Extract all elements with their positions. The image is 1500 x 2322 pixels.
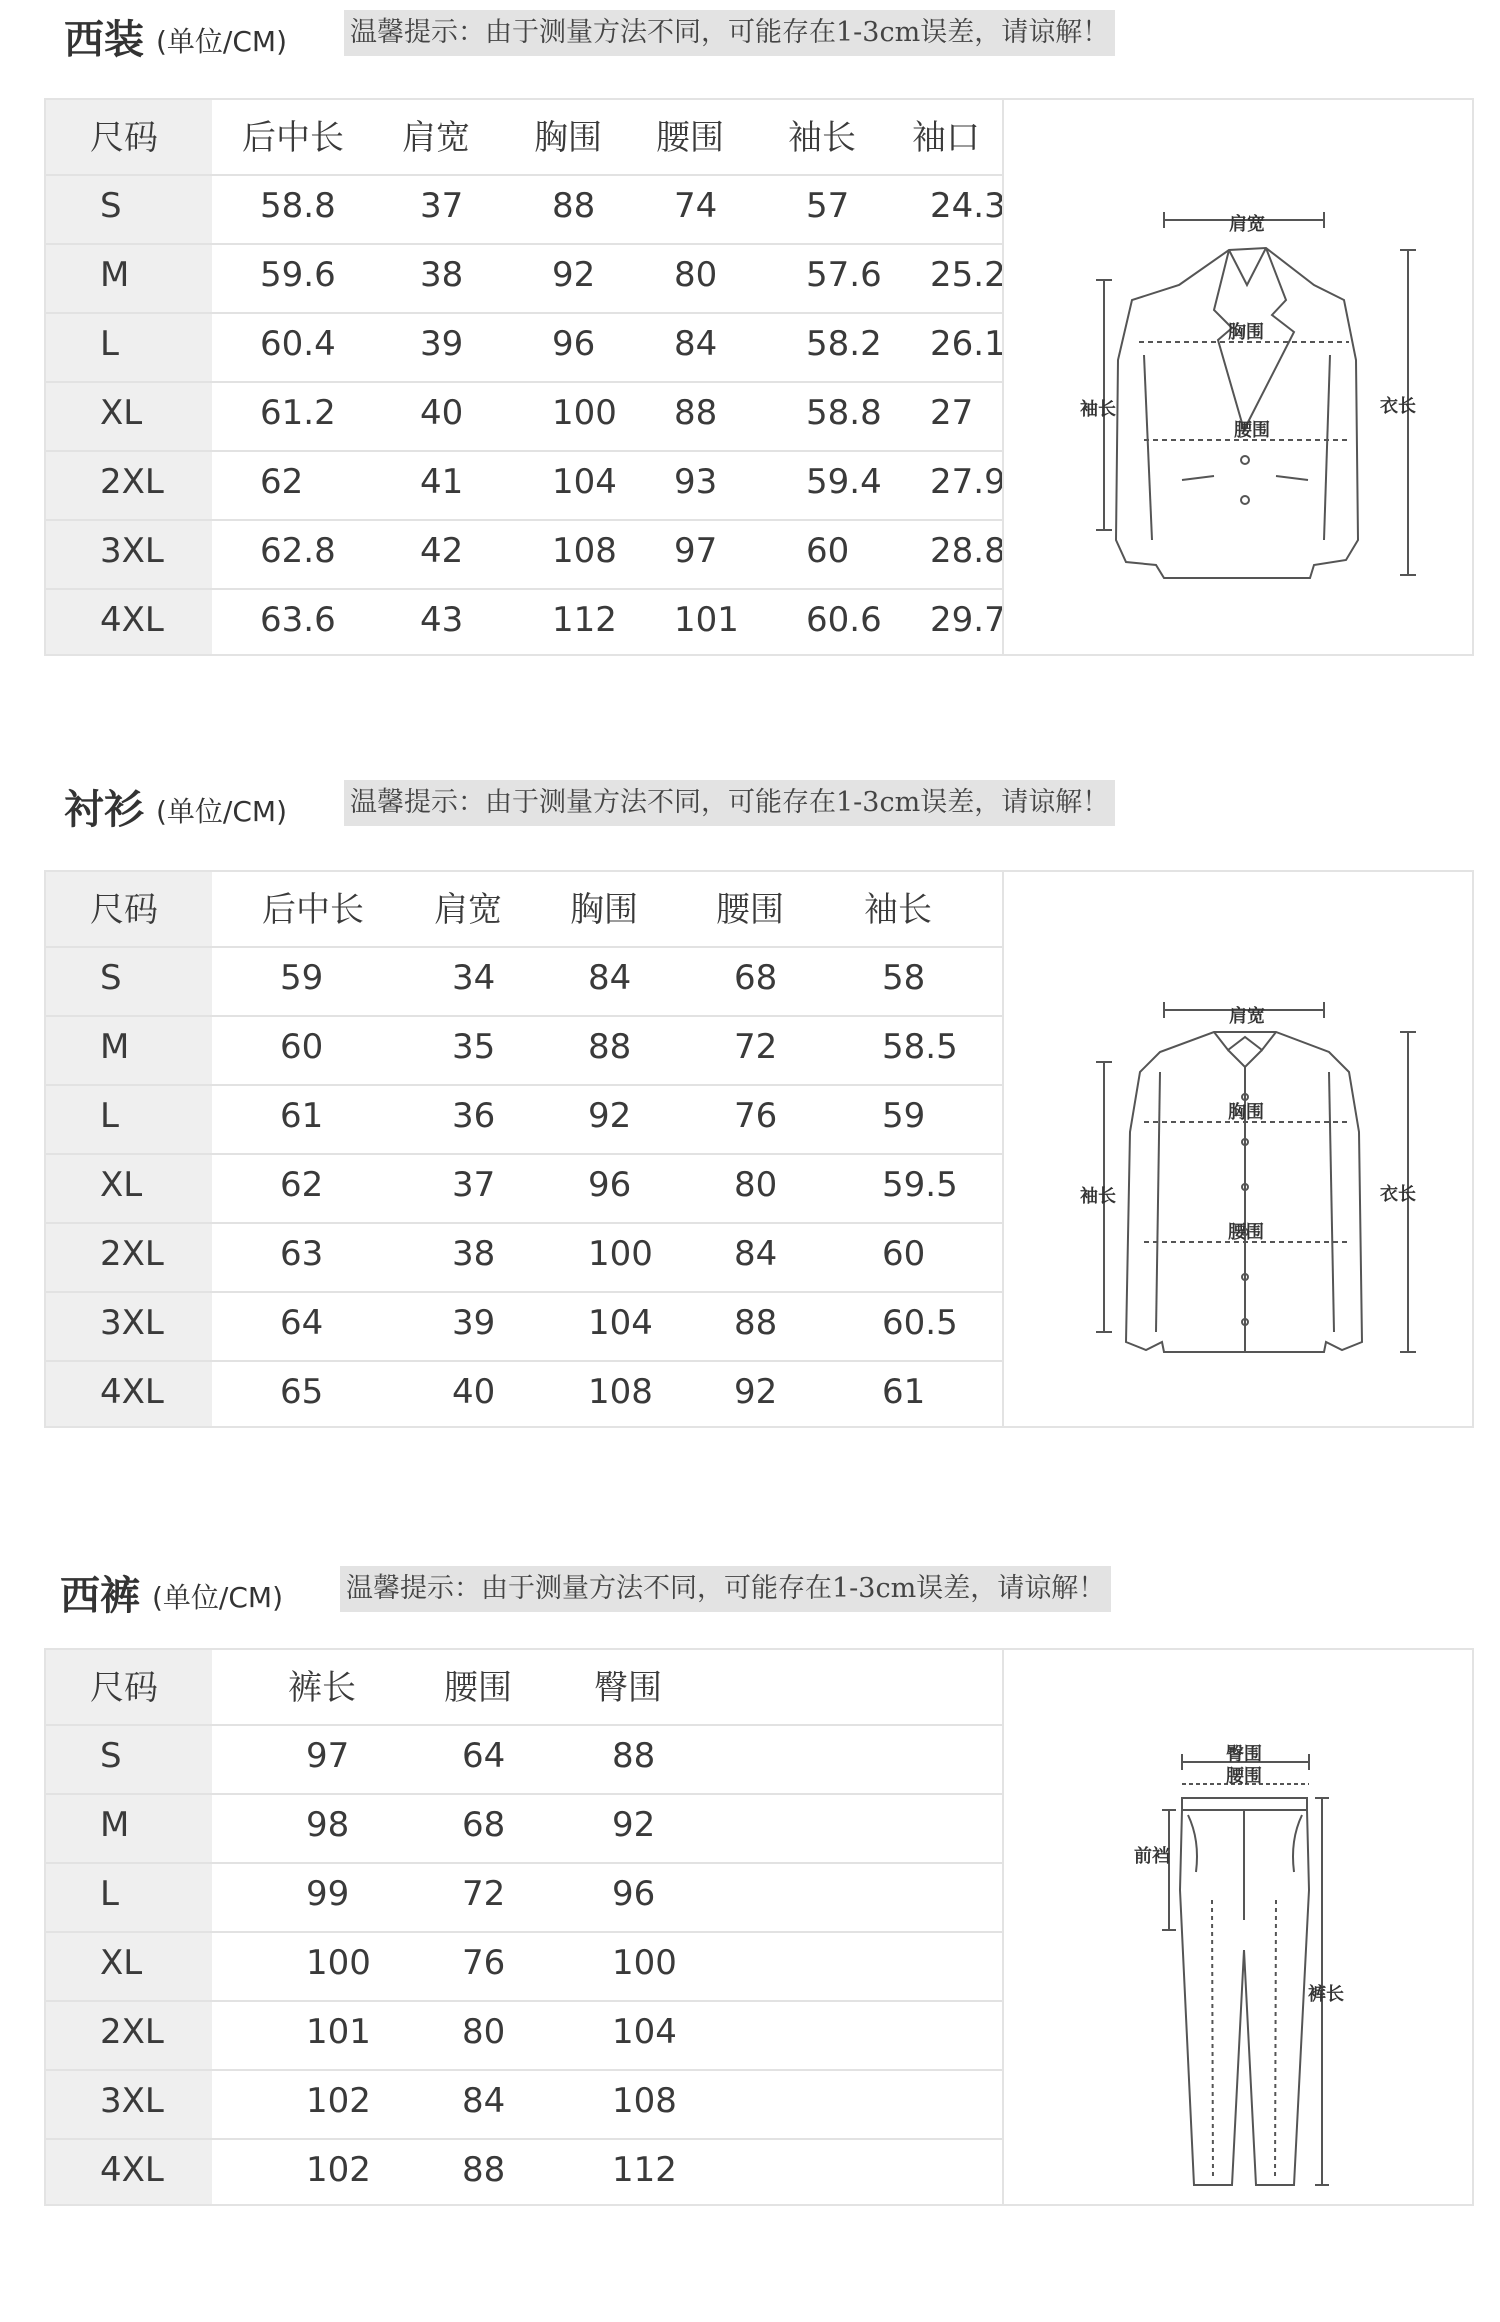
chest-label: 胸围: [1228, 322, 1264, 343]
measure-cell: 26.1: [930, 324, 1006, 364]
table-row: [46, 588, 1006, 657]
table-row: [46, 946, 1002, 1017]
table-row: [46, 243, 1006, 314]
size-cell: XL: [100, 1943, 143, 1983]
measure-cell: 88: [588, 1027, 632, 1067]
measure-cell: 104: [612, 2012, 677, 2052]
measure-cell: 25.2: [930, 255, 1006, 295]
waist-label: 腰围: [1226, 1766, 1262, 1787]
measure-cell: 27: [930, 393, 974, 433]
shirt-title: 衬衫: [64, 787, 144, 833]
measure-cell: 62: [260, 462, 304, 502]
measure-cell: 100: [612, 1943, 677, 1983]
sleeve-label: 袖长: [1080, 399, 1116, 420]
shirt-unit: (单位/CM): [156, 795, 287, 828]
measure-cell: 88: [552, 186, 596, 226]
pants-title: 西裤: [60, 1573, 140, 1619]
measure-cell: 38: [452, 1234, 496, 1274]
measure-cell: 24.3: [930, 186, 1006, 226]
pants-tip: 温馨提示：由于测量方法不同，可能存在1-3cm误差，请谅解！: [340, 1566, 1111, 1612]
measure-cell: 43: [420, 600, 464, 640]
measure-cell: 80: [734, 1165, 778, 1205]
measure-cell: 92: [588, 1096, 632, 1136]
measure-cell: 108: [612, 2081, 677, 2121]
measure-cell: 40: [452, 1372, 496, 1412]
shirt-icon: [1004, 872, 1474, 1426]
measure-cell: 104: [588, 1303, 653, 1343]
measure-cell: 37: [452, 1165, 496, 1205]
size-cell: 3XL: [100, 1303, 164, 1343]
length-label: 裤长: [1308, 1984, 1344, 2005]
shirt-diagram: [1002, 872, 1474, 1426]
measure-cell: 88: [462, 2150, 506, 2190]
measure-cell: 76: [734, 1096, 778, 1136]
size-cell: S: [100, 958, 122, 998]
measure-cell: 100: [588, 1234, 653, 1274]
column-header: 后中长: [242, 118, 344, 158]
column-header: 肩宽: [402, 118, 470, 158]
measure-cell: 72: [734, 1027, 778, 1067]
pants-section: [0, 1556, 1500, 2236]
suit-header: [64, 0, 1484, 70]
measure-cell: 27.9: [930, 462, 1006, 502]
column-header: 袖长: [788, 118, 856, 158]
suit-size-table-frame: [44, 98, 1474, 656]
measure-cell: 96: [612, 1874, 656, 1914]
size-cell: 2XL: [100, 462, 164, 502]
size-cell: L: [100, 1096, 119, 1136]
chest-label: 胸围: [1228, 1102, 1264, 1123]
measure-cell: 97: [306, 1736, 350, 1776]
measure-cell: 62: [280, 1165, 324, 1205]
size-cell: 3XL: [100, 2081, 164, 2121]
measure-cell: 84: [462, 2081, 506, 2121]
waist-label: 腰围: [1228, 1222, 1264, 1243]
table-row: [46, 1793, 1002, 1864]
shirt-section: [0, 770, 1500, 1450]
shirt-size-table: [46, 872, 1002, 1426]
measure-cell: 60: [882, 1234, 926, 1274]
pants-size-table: [46, 1650, 1002, 2204]
column-header: 腰围: [716, 890, 784, 930]
trousers-icon: [1004, 1650, 1474, 2204]
measure-cell: 60.4: [260, 324, 336, 364]
shirt-header: [64, 770, 1484, 840]
shoulder-label: 肩宽: [1229, 1006, 1265, 1027]
table-row: [46, 2000, 1002, 2071]
length-label: 衣长: [1380, 396, 1416, 417]
measure-cell: 96: [588, 1165, 632, 1205]
measure-cell: 62.8: [260, 531, 336, 571]
suit-unit: (单位/CM): [156, 25, 287, 58]
measure-cell: 74: [674, 186, 718, 226]
column-header: 肩宽: [434, 890, 502, 930]
measure-cell: 34: [452, 958, 496, 998]
measure-cell: 40: [420, 393, 464, 433]
measure-cell: 108: [588, 1372, 653, 1412]
measure-cell: 84: [588, 958, 632, 998]
table-row: [46, 312, 1006, 383]
size-cell: 4XL: [100, 2150, 164, 2190]
measure-cell: 42: [420, 531, 464, 571]
measure-cell: 99: [306, 1874, 350, 1914]
sleeve-label: 袖长: [1080, 1186, 1116, 1207]
measure-cell: 61: [280, 1096, 324, 1136]
hip-label: 臀围: [1226, 1744, 1262, 1765]
measure-cell: 80: [674, 255, 718, 295]
measure-cell: 63.6: [260, 600, 336, 640]
pants-header: [60, 1556, 1480, 1626]
measure-cell: 92: [612, 1805, 656, 1845]
table-row: [46, 1724, 1002, 1795]
measure-cell: 101: [306, 2012, 371, 2052]
measure-cell: 101: [674, 600, 739, 640]
measure-cell: 92: [734, 1372, 778, 1412]
measure-cell: 59: [280, 958, 324, 998]
table-header-row: [46, 100, 1002, 176]
size-cell: 2XL: [100, 2012, 164, 2052]
table-header-row: [46, 1650, 1002, 1726]
suit-jacket-icon: [1004, 100, 1474, 654]
measure-cell: 64: [462, 1736, 506, 1776]
pants-size-table-frame: [44, 1648, 1474, 2206]
size-cell: 2XL: [100, 1234, 164, 1274]
measure-cell: 59.5: [882, 1165, 958, 1205]
rise-label: 前裆: [1134, 1846, 1170, 1867]
measure-cell: 112: [612, 2150, 677, 2190]
measure-cell: 72: [462, 1874, 506, 1914]
size-cell: XL: [100, 393, 143, 433]
measure-cell: 63: [280, 1234, 324, 1274]
measure-cell: 108: [552, 531, 617, 571]
measure-cell: 92: [552, 255, 596, 295]
measure-cell: 102: [306, 2150, 371, 2190]
measure-cell: 61.2: [260, 393, 336, 433]
measure-cell: 100: [306, 1943, 371, 1983]
column-header: 后中长: [262, 890, 364, 930]
measure-cell: 57: [806, 186, 850, 226]
table-row: [46, 1153, 1002, 1224]
measure-cell: 58: [882, 958, 926, 998]
measure-cell: 96: [552, 324, 596, 364]
measure-cell: 41: [420, 462, 464, 502]
column-header: 胸围: [570, 890, 638, 930]
table-row: [46, 519, 1006, 590]
pants-unit: (单位/CM): [152, 1581, 283, 1614]
size-cell: L: [100, 1874, 119, 1914]
table-row: [46, 450, 1006, 521]
measure-cell: 88: [674, 393, 718, 433]
suit-tip: 温馨提示：由于测量方法不同，可能存在1-3cm误差，请谅解！: [344, 10, 1115, 56]
measure-cell: 97: [674, 531, 718, 571]
measure-cell: 104: [552, 462, 617, 502]
measure-cell: 58.2: [806, 324, 882, 364]
measure-cell: 88: [612, 1736, 656, 1776]
measure-cell: 28.8: [930, 531, 1006, 571]
size-cell: S: [100, 1736, 122, 1776]
shirt-tip: 温馨提示：由于测量方法不同，可能存在1-3cm误差，请谅解！: [344, 780, 1115, 826]
size-cell: M: [100, 1805, 130, 1845]
suit-section: [0, 0, 1500, 680]
measure-cell: 58.8: [806, 393, 882, 433]
suit-title: 西装: [64, 17, 144, 63]
table-header-row: [46, 872, 1002, 948]
measure-cell: 39: [420, 324, 464, 364]
measure-cell: 102: [306, 2081, 371, 2121]
table-row: [46, 1015, 1002, 1086]
column-header: 尺码: [90, 890, 158, 930]
measure-cell: 59.6: [260, 255, 336, 295]
column-header: 裤长: [288, 1668, 356, 1708]
suit-diagram: [1002, 100, 1474, 654]
measure-cell: 61: [882, 1372, 926, 1412]
measure-cell: 84: [674, 324, 718, 364]
table-row: [46, 2138, 1002, 2207]
measure-cell: 64: [280, 1303, 324, 1343]
size-cell: 4XL: [100, 600, 164, 640]
measure-cell: 58.5: [882, 1027, 958, 1067]
column-header: 袖口: [912, 118, 980, 158]
measure-cell: 60: [280, 1027, 324, 1067]
column-header: 臀围: [594, 1668, 662, 1708]
table-row: [46, 1360, 1002, 1429]
measure-cell: 39: [452, 1303, 496, 1343]
column-header: 腰围: [656, 118, 724, 158]
waist-label: 腰围: [1234, 420, 1270, 441]
measure-cell: 100: [552, 393, 617, 433]
suit-size-table: [46, 100, 1006, 654]
table-row: [46, 1862, 1002, 1933]
table-row: [46, 1084, 1002, 1155]
size-cell: L: [100, 324, 119, 364]
measure-cell: 29.7: [930, 600, 1006, 640]
measure-cell: 112: [552, 600, 617, 640]
table-row: [46, 1222, 1002, 1293]
size-cell: 3XL: [100, 531, 164, 571]
measure-cell: 88: [734, 1303, 778, 1343]
column-header: 尺码: [90, 1668, 158, 1708]
measure-cell: 60: [806, 531, 850, 571]
shoulder-label: 肩宽: [1229, 214, 1265, 235]
measure-cell: 59: [882, 1096, 926, 1136]
measure-cell: 60.5: [882, 1303, 958, 1343]
measure-cell: 59.4: [806, 462, 882, 502]
size-cell: M: [100, 255, 130, 295]
measure-cell: 68: [734, 958, 778, 998]
measure-cell: 38: [420, 255, 464, 295]
shirt-size-table-frame: [44, 870, 1474, 1428]
measure-cell: 35: [452, 1027, 496, 1067]
size-cell: 4XL: [100, 1372, 164, 1412]
measure-cell: 37: [420, 186, 464, 226]
size-cell: S: [100, 186, 122, 226]
column-header: 腰围: [444, 1668, 512, 1708]
size-cell: M: [100, 1027, 130, 1067]
measure-cell: 98: [306, 1805, 350, 1845]
table-row: [46, 1291, 1002, 1362]
measure-cell: 60.6: [806, 600, 882, 640]
table-row: [46, 2069, 1002, 2140]
column-header: 胸围: [534, 118, 602, 158]
measure-cell: 36: [452, 1096, 496, 1136]
size-cell: XL: [100, 1165, 143, 1205]
measure-cell: 68: [462, 1805, 506, 1845]
column-header: 袖长: [864, 890, 932, 930]
column-header: 尺码: [90, 118, 158, 158]
pants-diagram: [1002, 1650, 1474, 2204]
table-row: [46, 381, 1002, 452]
measure-cell: 57.6: [806, 255, 882, 295]
length-label: 衣长: [1380, 1184, 1416, 1205]
measure-cell: 93: [674, 462, 718, 502]
measure-cell: 58.8: [260, 186, 336, 226]
measure-cell: 84: [734, 1234, 778, 1274]
measure-cell: 80: [462, 2012, 506, 2052]
table-row: [46, 174, 1006, 245]
measure-cell: 76: [462, 1943, 506, 1983]
measure-cell: 65: [280, 1372, 324, 1412]
table-row: [46, 1931, 1002, 2002]
